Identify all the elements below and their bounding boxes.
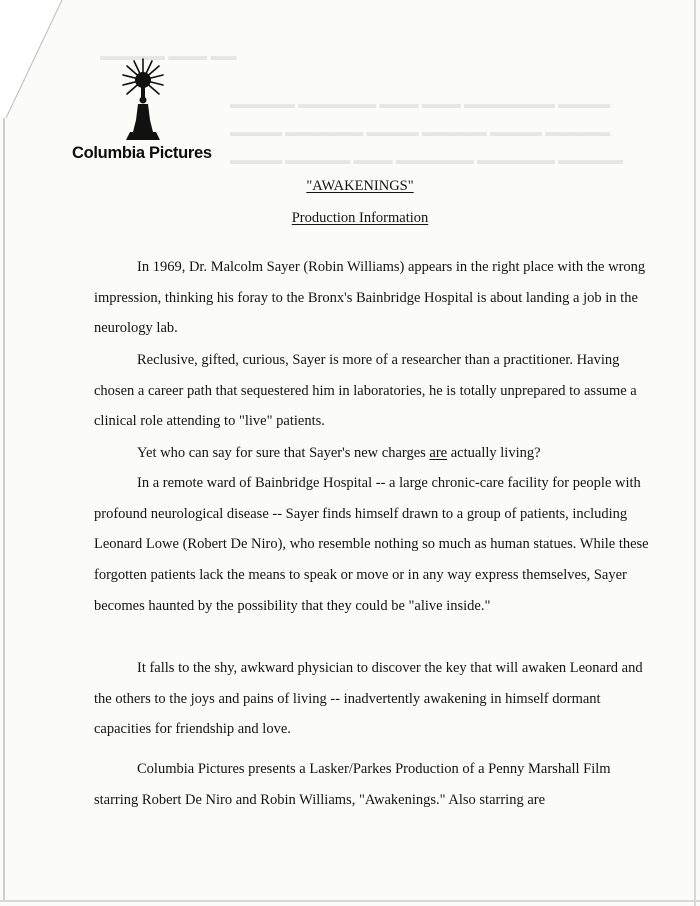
- paragraph-3-text-start: Yet who can say for sure that Sayer's new charges: [137, 445, 430, 461]
- page-edge-right: [694, 0, 696, 906]
- bleed-through-text: ▬▬▬▬▬ ▬▬▬ ▬▬: [100, 48, 237, 63]
- paragraph-3-text-end: actually living?: [447, 445, 541, 461]
- paragraph-4: In a remote ward of Bainbridge Hospital -- a large chronic-care facility for people with profound neurological disease -- Sayer finds himself drawn to a group of patients, including Leonard Lowe (Robert De Niro), who resemble nothing so much as human statues. While these forgotten patients lack the means to speak or move or in any way express themselves, Sayer becomes haunted by the possibility that they could be "alive inside.": [94, 475, 649, 614]
- paragraph-2: Reclusive, gifted, curious, Sayer is more of a researcher than a practitioner. Having chosen a career path that sequestered him in laboratories, he is totally unprepared to assume a clinical role attending to "live" patients.: [94, 352, 637, 430]
- document-subtitle: Production Information: [291, 210, 429, 226]
- page-edge-bottom: [0, 900, 700, 902]
- brand-name: Columbia Pictures: [72, 144, 212, 162]
- document-title: "AWAKENINGS": [306, 178, 414, 194]
- folded-corner-icon: [0, 0, 80, 122]
- torch-lady-logo-icon: [122, 58, 164, 142]
- paragraph-5: It falls to the shy, awkward physician to discover the key that will awaken Leonard and the others to the joys and pains of living -- inadvertently awakening in himself dormant capacities for friendship and love.: [94, 660, 643, 738]
- paragraph-3: [94, 438, 654, 469]
- paragraph-6: Columbia Pictures presents a Lasker/Parkes Production of a Penny Marshall Film starring Robert De Niro and Robin Williams, "Awakenings." Also starring are: [94, 761, 611, 808]
- bleed-through-text: ▬▬▬▬ ▬▬▬▬▬▬ ▬▬▬▬ ▬▬▬▬▬ ▬▬▬▬ ▬▬▬▬▬: [230, 124, 611, 139]
- emphasis-are: are: [429, 445, 448, 461]
- paragraph-1: In 1969, Dr. Malcolm Sayer (Robin Williams) appears in the right place with the wrong impression, thinking his foray to the Bronx's Bainbridge Hospital is about landing a job in the neurology lab.: [94, 259, 646, 337]
- columbia-pictures-logo: [72, 58, 222, 168]
- page-edge-left: [3, 118, 5, 902]
- bleed-through-text: ▬▬▬▬ ▬▬▬▬▬ ▬▬▬ ▬▬▬▬▬▬ ▬▬▬▬▬▬ ▬▬▬▬▬: [230, 152, 624, 167]
- bleed-through-text: ▬▬▬▬▬ ▬▬▬▬▬▬ ▬▬▬ ▬▬▬ ▬▬▬▬▬▬▬ ▬▬▬▬: [230, 96, 611, 111]
